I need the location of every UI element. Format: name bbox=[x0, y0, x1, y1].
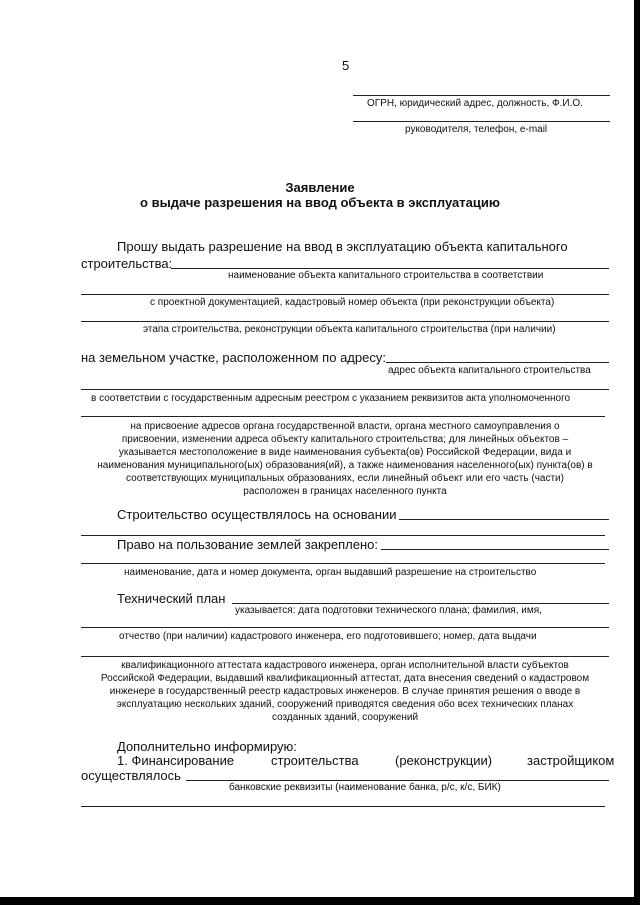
additional-label: Дополнительно информирую: bbox=[117, 739, 297, 754]
financing-word-1: 1. Финансирование bbox=[117, 753, 235, 768]
request-line-2: строительства: bbox=[81, 256, 173, 271]
tech-plan-line-2 bbox=[81, 627, 609, 628]
address-label: на земельном участке, расположенном по адресу: bbox=[81, 350, 386, 365]
tech-plan-hint-3: квалификационного аттестата кадастрового инженера, орган исполнительной власти субъектов Российской Федерации, выдавший квалификационный аттестат, дата внесения сведений о кадастровом инженере в государственный реестр кадастровых инженеров. В случае принятия решения о вводе в эксплуатацию нескольких зданий, сооружений приводятся сведения обо всех технических планах созданных зданий, сооружений bbox=[100, 660, 590, 723]
construction-basis-line-2 bbox=[81, 535, 605, 536]
financing-word-4: застройщиком bbox=[527, 753, 615, 768]
financing-word-3: (реконструкции) bbox=[395, 753, 493, 768]
bank-hint: банковские реквизиты (наименование банка, р/с, к/с, БИК) bbox=[229, 782, 501, 793]
scan-border-bottom bbox=[0, 897, 640, 905]
request-line-1: Прошу выдать разрешение на ввод в эксплуатацию объекта капитального bbox=[117, 239, 568, 254]
tech-plan-hint-2: отчество (при наличии) кадастрового инженера, его подготовившего; номер, дата выдачи bbox=[119, 631, 537, 642]
object-name-field bbox=[171, 268, 609, 269]
address-field bbox=[386, 362, 609, 363]
address-hint-2: в соответствии с государственным адресным реестром с указанием реквизитов акта уполномоченного bbox=[91, 393, 571, 404]
tech-plan-field bbox=[232, 603, 609, 604]
header-hint-1: ОГРН, юридический адрес, должность, Ф.И.О. bbox=[367, 98, 583, 109]
scan-border-right bbox=[634, 0, 640, 905]
page-number: 5 bbox=[342, 58, 350, 73]
document-title: Заявление bbox=[285, 180, 355, 195]
object-hint-1: наименование объекта капитального строительства в соответствии bbox=[228, 270, 544, 281]
tech-plan-hint-1: указывается: дата подготовки технического плана; фамилия, имя, bbox=[235, 605, 542, 616]
object-hint-3: этапа строительства, реконструкции объекта капитального строительства (при наличии) bbox=[143, 324, 556, 335]
object-line-3 bbox=[81, 321, 609, 322]
document-subtitle: о выдаче разрешения на ввод объекта в эксплуатацию bbox=[140, 195, 500, 210]
object-line-2 bbox=[81, 294, 609, 295]
financing-line-2: осуществлялось bbox=[81, 768, 181, 783]
address-line-3 bbox=[81, 416, 605, 417]
bank-line-2 bbox=[81, 806, 605, 807]
land-right-label: Право на пользование землей закреплено: bbox=[117, 537, 378, 552]
land-right-line-2 bbox=[81, 563, 605, 564]
header-line-2 bbox=[353, 121, 610, 122]
header-line-1 bbox=[353, 95, 610, 96]
address-hint-1: адрес объекта капитального строительства bbox=[388, 365, 591, 376]
object-hint-2: с проектной документацией, кадастровый номер объекта (при реконструкции объекта) bbox=[150, 297, 555, 308]
financing-field bbox=[186, 780, 609, 781]
basis-hint: наименование, дата и номер документа, орган выдавший разрешение на строительство bbox=[124, 567, 537, 578]
address-line-2 bbox=[81, 389, 609, 390]
tech-plan-line-3 bbox=[81, 656, 609, 657]
address-hint-3: на присвоение адресов органа государственной власти, органа местного самоуправления о присвоении, изменении адреса объекту капитального строительства; для линейных объектов – указывается местоположение в виде наименования субъекта(ов) Российской Федерации, вида и наименования муниципального(ых) образования(ий), а также наименования населенного(ых) пункта(ов) в соответствующих муниципальных образованиях, если линейный объект или его часть (части) расположен в границах населенного пункта bbox=[97, 421, 593, 497]
construction-basis-field bbox=[399, 519, 609, 520]
header-hint-2: руководителя, телефон, e-mail bbox=[405, 124, 548, 135]
land-right-field bbox=[381, 549, 609, 550]
financing-word-2: строительства bbox=[271, 753, 359, 768]
construction-basis-label: Строительство осуществлялось на основании bbox=[117, 507, 397, 522]
tech-plan-label: Технический план bbox=[117, 591, 226, 606]
